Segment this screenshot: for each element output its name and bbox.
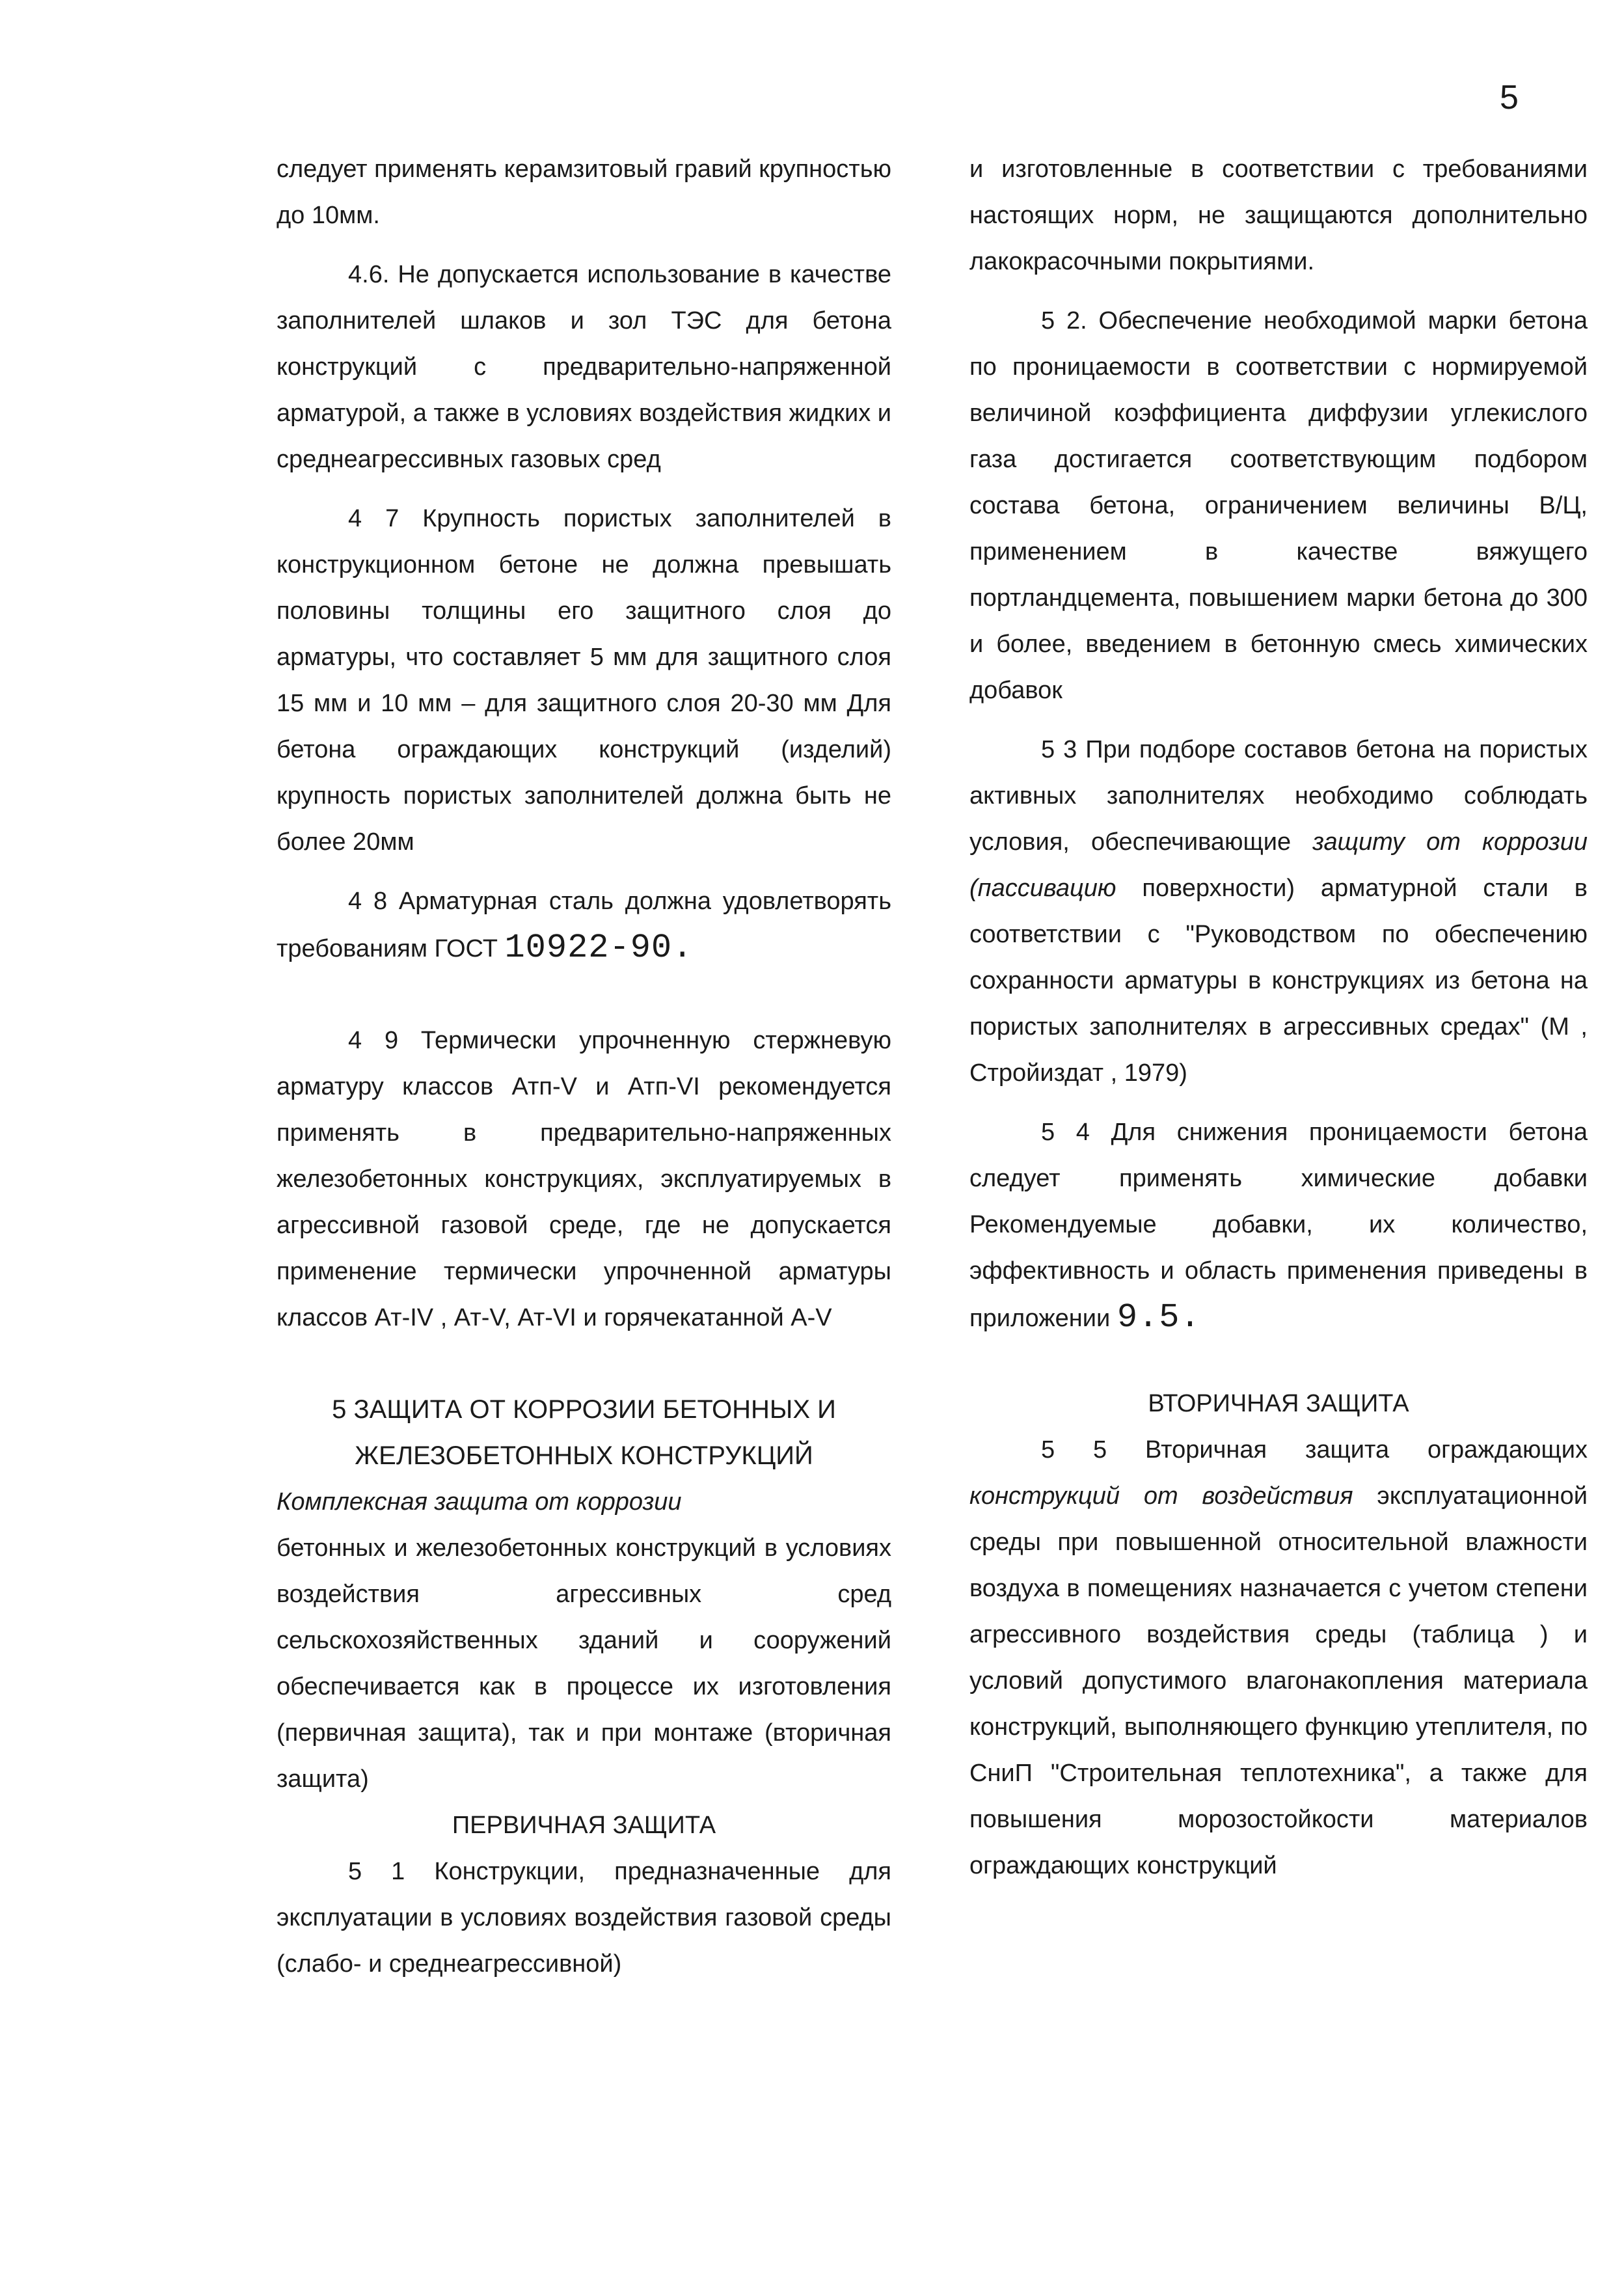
- paragraph-5-1: 5 1 Конструкции, предназначенные для эксплуатации в условиях воздействия газовой среды (слабо- и среднеагрессивной): [277, 1858, 891, 1978]
- paragraph-4-8-text: 4 8 Арматурная сталь должна удовлетворять требованиям ГОСТ: [277, 888, 891, 962]
- paragraph-5-1-continuation: и изготовленные в соответствии с требованиями настоящих норм, не защищаются дополнительно лакокрасочными покрытиями.: [969, 156, 1588, 275]
- section-5-heading-line1: 5 ЗАЩИТА ОТ КОРРОЗИИ БЕТОННЫХ И: [332, 1395, 836, 1424]
- paragraph-5-5-italic: конструкций от воздействия: [969, 1482, 1353, 1510]
- paragraph-5-5-a: 5 5 Вторичная защита ограждающих: [1041, 1436, 1588, 1464]
- paragraph-4-5-continuation: следует применять керамзитовый гравий крупностью до 10мм.: [277, 156, 891, 229]
- section-5-heading-line2: ЖЕЛЕЗОБЕТОННЫХ КОНСТРУКЦИЙ: [355, 1441, 813, 1470]
- paragraph-5-2: 5 2. Обеспечение необходимой марки бетона по проницаемости в соответствии с нормируемой величиной коэффициента диффузии углекислого газа достигается соответствующим подбором состава бетона, ограничением величины В/Ц, применением в качестве вяжущего портландцемента, повышением марки бетона до 300 и более, введением в бетонную смесь химических добавок: [969, 307, 1588, 704]
- paragraph-5-5-b: эксплуатационной среды при повышенной относительной влажности воздуха в помещениях назначается с учетом степени агрессивного воздействия среды (таблица ) и условий допустимого влагонакопления материала конструкций, выполняющего функцию утеплителя, по СниП "Строительная теплотехника", а также для повышения морозостойкости материалов ограждающих конструкций: [969, 1482, 1588, 1879]
- paragraph-5-3-italic: защиту от коррозии (пассивацию: [969, 828, 1588, 902]
- paragraph-5-3-a: 5 3 При подборе составов бетона на пористых активных заполнителях необходимо соблюдать условия, обеспечивающие: [969, 736, 1588, 856]
- paragraph-4-8: [277, 878, 891, 972]
- gost-number: 10922-90.: [504, 929, 694, 967]
- paragraph-intro-rest: бетонных и железобетонных конструкций в условиях воздействия агрессивных сред сельскохозяйственных зданий и сооружений обеспечивается как в процессе их изготовления (первичная защита), так и при монтаже (вторичная защита): [277, 1534, 891, 1793]
- left-column: [277, 146, 891, 1987]
- right-column: [969, 146, 1588, 1889]
- paragraph-5-3-b: поверхности) арматурной стали в соответствии с "Руководством по обеспечению сохранности арматуры в конструкциях из бетона на пористых заполнителях в агрессивных средах" (М , Стройиздат , 1979): [969, 875, 1588, 1087]
- primary-protection-heading: ПЕРВИЧНАЯ ЗАЩИТА: [452, 1812, 716, 1839]
- paragraph-5-4-text: 5 4 Для снижения проницаемости бетона следует применять химические добавки Рекомендуемые добавки, их количество, эффективность и область применения приведены в приложении: [969, 1119, 1588, 1332]
- paragraph-intro-italic: Комплексная защита от коррозии: [277, 1488, 682, 1516]
- paragraph-4-7: 4 7 Крупность пористых заполнителей в конструкционном бетоне не должна превышать половины толщины его защитного слоя до арматуры, что составляет 5 мм для защитного слоя 15 мм и 10 мм – для защитного слоя 20-30 мм Для бетона ограждающих конструкций (изделий) крупность пористых заполнителей должна быть не более 20мм: [277, 505, 891, 856]
- page-number: 5: [1500, 79, 1519, 116]
- paragraph-5-3: [969, 727, 1588, 1096]
- paragraph-4-9: 4 9 Термически упрочненную стержневую арматуру классов Атп-V и Атп-VI рекомендуется применять в предварительно-напряженных железобетонных конструкциях, эксплуатируемых в агрессивной газовой среде, где не допускается применение термически упрочненной арматуры классов Ат-IV , Ат-V, Ат-VI и горячекатанной А-V: [277, 1027, 891, 1331]
- paragraph-intro: [277, 1479, 891, 1803]
- paragraph-4-6: 4.6. Не допускается использование в качестве заполнителей шлаков и зол ТЭС для бетона конструкций с предварительно-напряженной арматурой, а также в условиях воздействия жидких и среднеагрессивных газовых сред: [277, 261, 891, 473]
- secondary-protection-heading: ВТОРИЧНАЯ ЗАЩИТА: [1148, 1390, 1409, 1417]
- paragraph-5-4: [969, 1110, 1588, 1342]
- paragraph-5-5: [969, 1427, 1588, 1889]
- appendix-number: 9.5.: [1116, 1298, 1201, 1337]
